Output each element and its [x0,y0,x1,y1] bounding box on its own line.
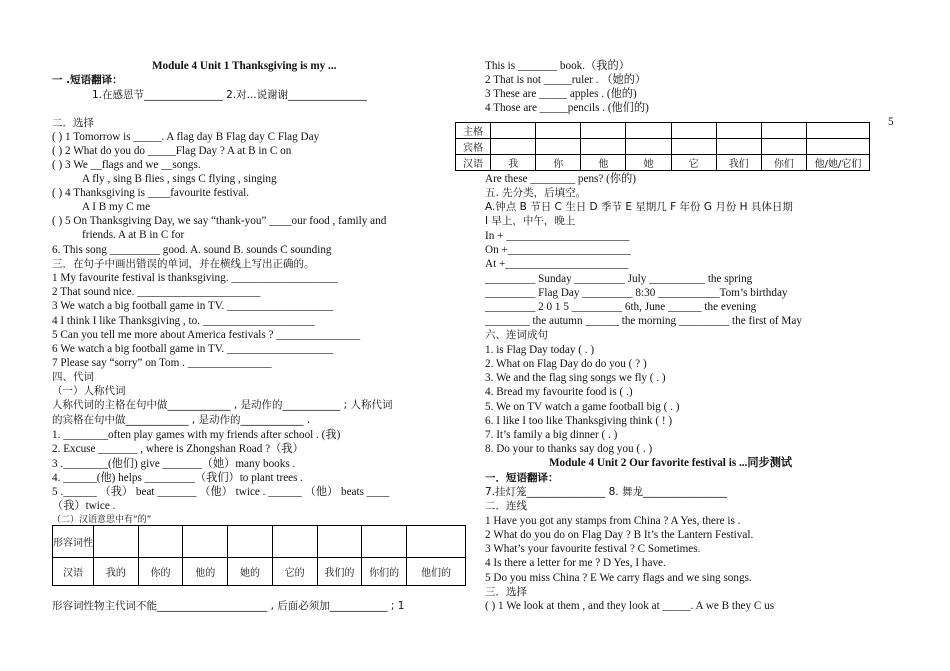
sentence-line: 5. We on TV watch a game football big ( . ) [485,401,680,413]
table-cell [716,139,761,155]
question-line: ( ) 3 We __flags and we __songs. [52,159,201,171]
table-cell [183,526,228,558]
pronoun-exercise: （我）twice . [52,500,116,512]
table-cell [362,526,407,558]
sentence-line: 1. is Flag Day today ( . ) [485,344,595,356]
matching-line: 1 Have you got any stamps from China ? A Yes, there is . [485,515,741,527]
question-options: A I B my C me [82,201,151,213]
table-cell: 她 [626,155,671,171]
table-cell: 我们 [716,155,761,171]
page-number: 5 [888,116,894,128]
sentence-line: 7. It’s family a big dinner ( . ) [485,429,618,441]
table-cell [807,139,870,155]
table-cell: 他/她/它们 [807,155,870,171]
table-cell: 他们的 [407,558,466,586]
section-heading: 五. 先分类，后填空。 [485,187,587,199]
correction-line: 6 We watch a big football game in TV. ___________________ [52,343,334,355]
fill-line: _________ Flag Day _________ 8:30 ___________Tom’s birthday [485,287,788,299]
phrase-line: 7.挂灯笼_______________ 8. 舞龙________________ [485,486,727,498]
fill-line: _________ Sunday _________ July __________ the spring [485,273,753,285]
table-cell [536,123,581,139]
table-cell [491,139,536,155]
matching-line: 3 What’s your favourite festival ? C Sometimes. [485,543,701,555]
matching-line: 4 Is there a letter for me ? D Yes, I have. [485,557,666,569]
question-options: friends. A at B in C for [82,229,185,241]
table-cell [626,139,671,155]
unit2-title: Module 4 Unit 2 Our favorite festival is ...同步测试 [549,457,793,469]
table-cell: 主格 [456,123,491,139]
correction-line: 1 My favourite festival is thanksgiving. ___________________ [52,272,338,284]
pronoun-exercise: 4 Those are _____pencils . (他们的) [485,102,649,114]
pronoun-exercise: Are these ________ pens? (你的) [485,173,636,185]
pronoun-rule-line: 人称代词的主格在句中做____________ , 是动作的___________ ; 人称代词 [52,399,393,411]
personal-pronoun-table [455,122,870,171]
table-cell: 你 [536,155,581,171]
preposition-line: In + ______________________ [485,230,630,242]
table-cell: 他 [581,155,626,171]
pronoun-exercise: 5 .______ （我） beat _______ （他） twice . ______ （他） beats ____ [52,486,390,498]
pronoun-exercise: 3 These are _____ apples . (他的) [485,88,637,100]
section-heading: 一．短语翻译： [485,472,559,484]
sentence-line: 8. Do your to thanks say dog you ( . ) [485,443,653,455]
table-cell: 它 [671,155,716,171]
table-cell: 他的 [183,558,228,586]
correction-line: 5 Can you tell me more about America festivals ? _______________ [52,329,361,341]
table-cell [671,139,716,155]
pronoun-exercise: 2. Excuse _______ , where is Zhongshan Road ?（我） [52,443,304,455]
fill-line: ________ the autumn ______ the morning _________ the first of May [485,315,802,327]
table-cell: 它的 [272,558,317,586]
possessive-pronoun-table [52,525,466,586]
matching-line: 5 Do you miss China ? E We carry flags and we sing songs. [485,572,752,584]
table-cell [581,139,626,155]
table-cell: 我的 [94,558,139,586]
table-cell [761,123,806,139]
table-cell [317,526,362,558]
table-cell: 她的 [228,558,273,586]
table-cell [536,139,581,155]
table-cell: 宾格 [456,139,491,155]
table-cell [716,123,761,139]
question-line: 6. This song _________ good. A. sound B. sounds C sounding [52,244,332,256]
category-list: I 早上，中午，晚上 [485,215,576,227]
table-cell [138,526,183,558]
correction-line: 2 That sound nice. ______________________ [52,286,261,298]
table-cell [407,526,466,558]
possessive-rule-line: 形容词性物主代词不能_____________________ , 后面必须加___________ ; 1 [52,600,405,612]
matching-line: 2 What do you do on Flag Day ? B It’s the Lantern Festival. [485,529,754,541]
sentence-line: 6. I like I too like Thanksgiving think ( ! ) [485,415,673,427]
sentence-line: 3. We and the flag sing songs we fly ( . ) [485,372,666,384]
table-cell: 汉语 [456,155,491,171]
subsection-heading: （二）汉语意思中有“的” [52,515,152,525]
table-cell [228,526,273,558]
question-line: ( ) 2 What do you do _____Flag Day ? A at B in C on [52,145,292,157]
fill-line: _________ 2 0 1 5 _________ 6th, June ______ the evening [485,301,757,313]
table-cell [626,123,671,139]
table-cell [272,526,317,558]
table-cell: 你们 [761,155,806,171]
pronoun-exercise: 1. ________often play games with my friends after school . (我) [52,429,341,441]
table-cell: 我 [491,155,536,171]
question-line: ( ) 5 On Thanksgiving Day, we say “thank-you” ____our food , family and [52,215,387,227]
question-line: ( ) 1 Tomorrow is _____. A flag day B Flag day C Flag Day [52,131,320,143]
table-cell [761,139,806,155]
correction-line: 3 We watch a big football game in TV. ___________________ [52,300,334,312]
subsection-heading: （一）人称代词 [52,385,126,397]
section-heading: 三．在句子中画出错误的单词，并在横线上写出正确的。 [52,258,315,270]
question-line: ( ) 4 Thanksgiving is ____favourite festival. [52,187,250,199]
section-heading: 四、代词 [52,371,94,383]
section-heading: 一 .短语翻译： [52,74,123,86]
pronoun-rule-line: 的宾格在句中做____________ , 是动作的____________ . [52,414,311,426]
preposition-line: At +______________________ [485,258,629,270]
table-cell: 我们的 [317,558,362,586]
table-cell [581,123,626,139]
correction-line: 7 Please say “sorry” on Tom . _______________ [52,357,272,369]
pronoun-exercise: 3 .________(他们) give _______（她）many books . [52,458,296,470]
phrase-line: 1.在感恩节_______________ 2.对...说谢谢_______________ [92,89,367,101]
question-line: ( ) 1 We look at them , and they look at _____. A we B they C us [485,600,775,612]
section-heading: 二．选择 [52,117,94,129]
correction-line: 4 I think I like Thanksgiving , to. ____________________ [52,315,315,327]
table-cell: 汉语 [53,558,94,586]
section-heading: 二．连线 [485,500,527,512]
table-cell: 你的 [138,558,183,586]
sentence-line: 4. Bread my favourite food is ( .) [485,386,633,398]
category-list: A.钟点 B 节日 C 生日 D 季节 E 星期几 F 年份 G 月份 H 具体日期 [485,201,793,213]
question-options: A fly , sing B flies , sings C flying , singing [82,173,277,185]
pronoun-exercise: This is _______ book.（我的） [485,60,630,72]
section-heading: 三．选择 [485,586,527,598]
table-cell: 形容词性 [53,526,94,558]
preposition-line: On +______________________ [485,244,631,256]
table-cell: 你们的 [362,558,407,586]
table-cell [491,123,536,139]
unit1-title: Module 4 Unit 1 Thanksgiving is my ... [152,60,337,72]
sentence-line: 2. What on Flag Day do do you ( ? ) [485,358,647,370]
table-cell [807,123,870,139]
pronoun-exercise: 2 That is not _____ruler . （她的） [485,74,647,86]
pronoun-exercise: 4. ______(他) helps _________（我们）to plant trees . [52,472,304,484]
section-heading: 六、连词成句 [485,329,548,341]
table-cell [94,526,139,558]
table-cell [671,123,716,139]
